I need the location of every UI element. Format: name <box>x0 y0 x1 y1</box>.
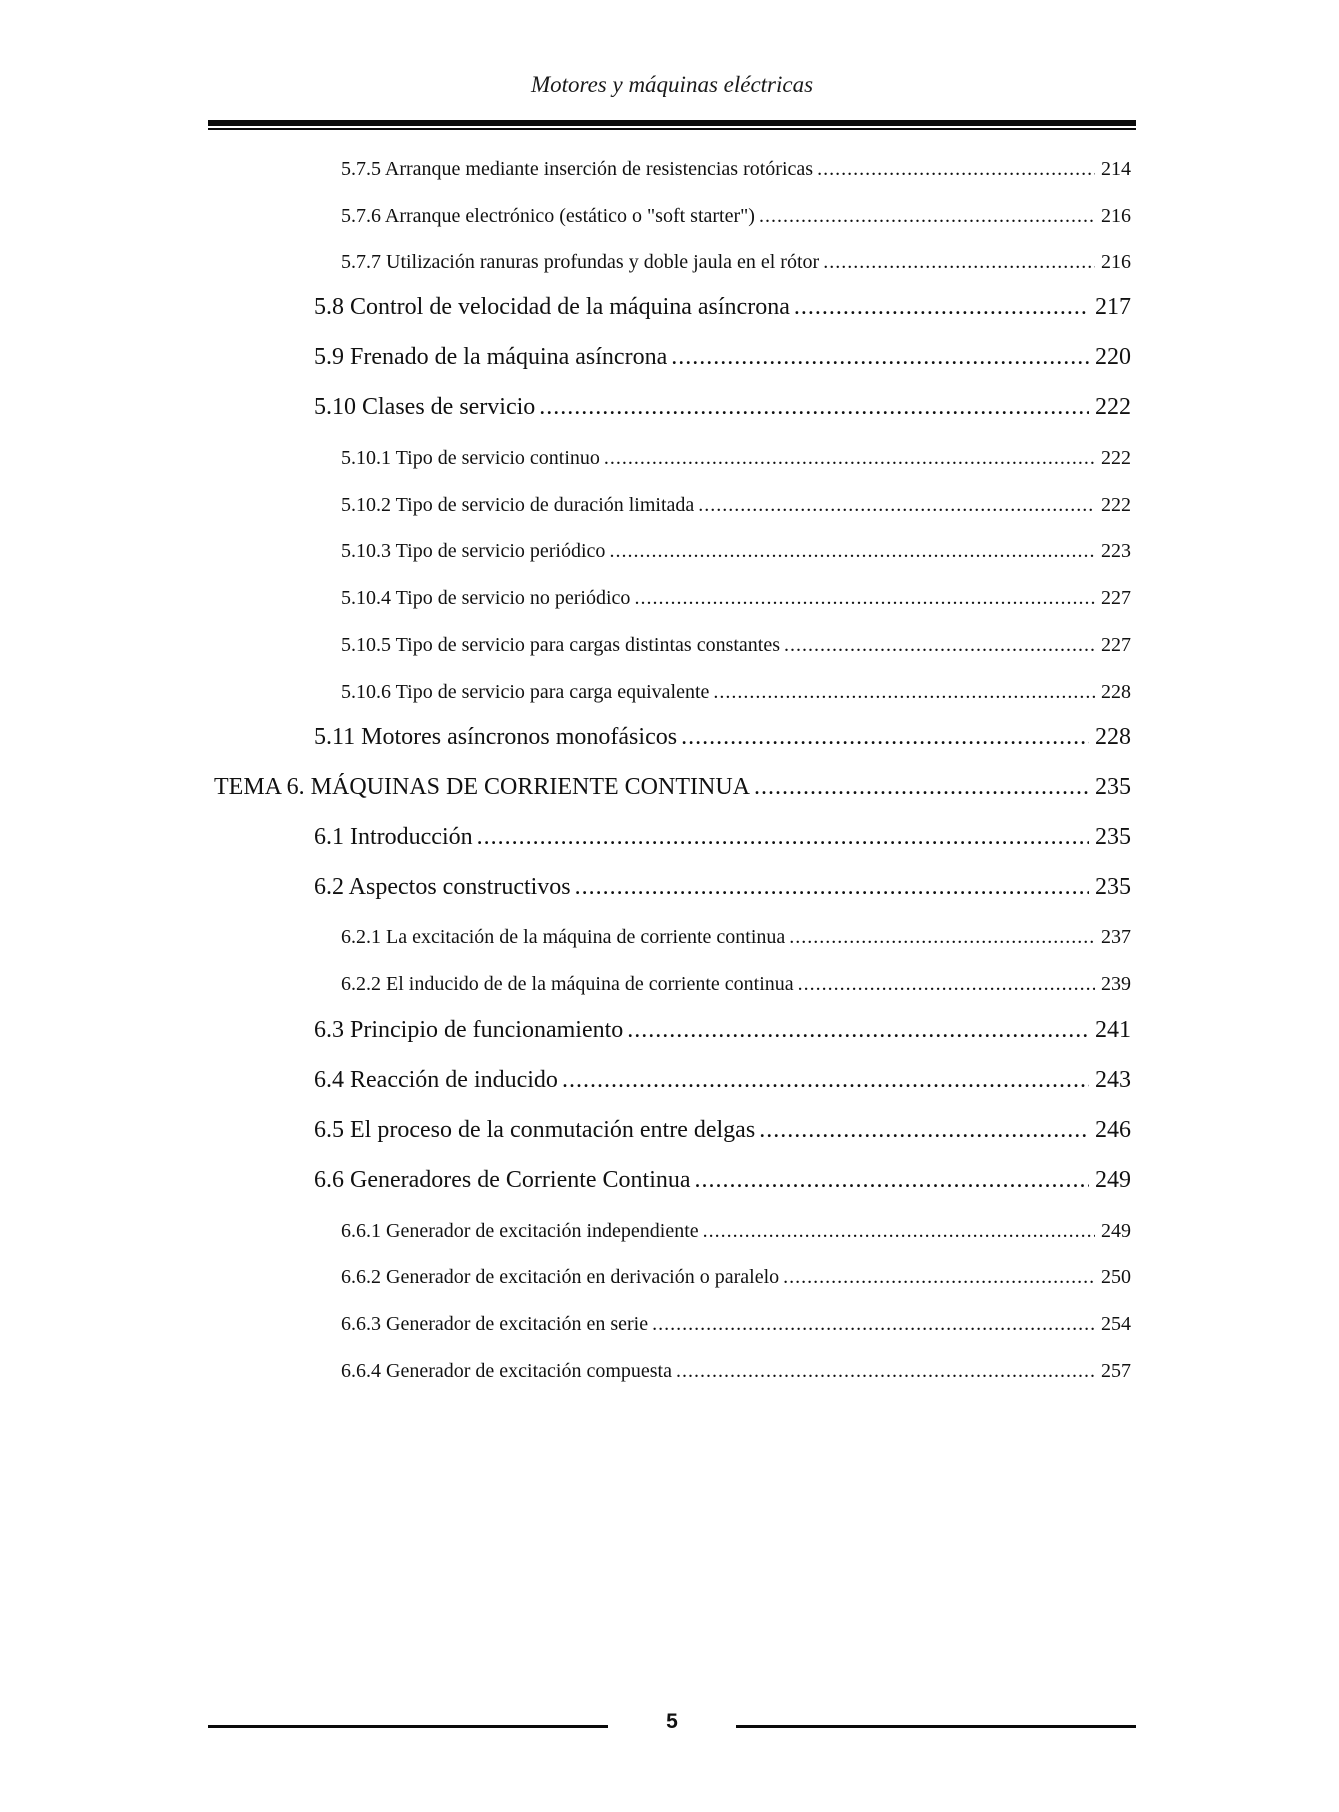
toc-dot-leader <box>634 587 1095 610</box>
toc-entry[interactable] <box>314 1067 1131 1094</box>
toc-entry-page: 220 <box>1095 344 1131 370</box>
toc-entry-page: 223 <box>1101 540 1131 562</box>
toc-entry-page: 239 <box>1101 973 1131 995</box>
toc-entry[interactable] <box>341 926 1131 949</box>
toc-dot-leader <box>681 724 1089 751</box>
toc-entry-page: 237 <box>1101 926 1131 948</box>
toc-entry-page: 228 <box>1095 724 1131 750</box>
toc-entry-label: TEMA 6. MÁQUINAS DE CORRIENTE CONTINUA <box>214 774 750 800</box>
toc-entry-label: 6.6.4 Generador de excitación compuesta <box>341 1360 672 1382</box>
toc-entry-page: 235 <box>1095 774 1131 800</box>
toc-entry-page: 246 <box>1095 1117 1131 1143</box>
toc-entry-label: 6.6.2 Generador de excitación en derivación o paralelo <box>341 1266 780 1288</box>
toc-entry[interactable] <box>314 824 1131 851</box>
toc-entry-label: 6.4 Reacción de inducido <box>314 1067 558 1093</box>
toc-entry-page: 235 <box>1095 824 1131 850</box>
toc-entry[interactable] <box>314 874 1131 901</box>
toc-entry-page: 227 <box>1101 634 1131 656</box>
toc-dot-leader <box>575 874 1089 901</box>
toc-entry-page: 241 <box>1095 1017 1131 1043</box>
toc-entry-page: 227 <box>1101 587 1131 609</box>
toc-entry[interactable] <box>314 344 1131 371</box>
toc-dot-leader <box>703 1220 1095 1243</box>
toc-entry-page: 250 <box>1101 1266 1131 1288</box>
toc-entry[interactable] <box>341 1266 1131 1289</box>
toc-entry-page: 228 <box>1101 681 1131 703</box>
toc-entry-label: 6.3 Principio de funcionamiento <box>314 1017 624 1043</box>
toc-entry[interactable] <box>341 634 1131 657</box>
toc-entry-label: 5.10.1 Tipo de servicio continuo <box>341 447 600 469</box>
toc-entry[interactable] <box>341 158 1131 181</box>
toc-entry-label: 6.5 El proceso de la conmutación entre delgas <box>314 1117 756 1143</box>
toc-entry[interactable] <box>341 447 1131 470</box>
toc-entry-label: 5.9 Frenado de la máquina asíncrona <box>314 344 668 370</box>
toc-entry-page: 222 <box>1095 394 1131 420</box>
footer-rule-right <box>736 1725 1136 1728</box>
toc-entry-page: 235 <box>1095 874 1131 900</box>
toc-entry-page: 222 <box>1101 494 1131 516</box>
toc-entry-label: 6.6.3 Generador de excitación en serie <box>341 1313 649 1335</box>
toc-entry[interactable] <box>314 724 1131 751</box>
toc-entry[interactable] <box>314 1117 1131 1144</box>
toc-entry-label: 6.2.2 El inducido de de la máquina de corriente continua <box>341 973 794 995</box>
toc-entry[interactable] <box>314 294 1131 321</box>
toc-entry-label: 6.6.1 Generador de excitación independiente <box>341 1220 699 1242</box>
toc-entry-page: 249 <box>1095 1167 1131 1193</box>
toc-dot-leader <box>627 1017 1089 1044</box>
toc-entry-label: 5.7.5 Arranque mediante inserción de resistencias rotóricas <box>341 158 814 180</box>
toc-dot-leader <box>609 540 1095 563</box>
toc-entry[interactable] <box>341 681 1131 704</box>
toc-entry-label: 5.10.3 Tipo de servicio periódico <box>341 540 606 562</box>
toc-dot-leader <box>794 294 1089 321</box>
toc-entry-label: 5.8 Control de velocidad de la máquina asíncrona <box>314 294 790 320</box>
toc-entry-page: 216 <box>1101 251 1131 273</box>
toc-entry[interactable] <box>341 251 1131 274</box>
toc-entry[interactable] <box>341 205 1131 228</box>
toc-dot-leader <box>562 1067 1089 1094</box>
toc-entry-label: 5.10.5 Tipo de servicio para cargas distintas constantes <box>341 634 781 656</box>
toc-entry-page: 214 <box>1101 158 1131 180</box>
toc-entry[interactable] <box>341 1220 1131 1243</box>
toc-entry-label: 5.7.7 Utilización ranuras profundas y doble jaula en el rótor <box>341 251 820 273</box>
toc-entry-label: 5.7.6 Arranque electrónico (estático o "soft starter") <box>341 205 755 227</box>
toc-entry-label: 5.10.4 Tipo de servicio no periódico <box>341 587 631 609</box>
toc-entry-label: 5.11 Motores asíncronos monofásicos <box>314 724 678 750</box>
toc-dot-leader <box>759 1117 1089 1144</box>
toc-dot-leader <box>823 251 1095 274</box>
toc-dot-leader <box>798 973 1095 996</box>
toc-dot-leader <box>676 1360 1095 1383</box>
toc-entry[interactable] <box>314 1017 1131 1044</box>
toc-entry[interactable] <box>314 1167 1131 1194</box>
toc-entry-label: 6.6 Generadores de Corriente Continua <box>314 1167 691 1193</box>
toc-dot-leader <box>713 681 1095 704</box>
toc-dot-leader <box>604 447 1095 470</box>
toc-entry-label: 6.2.1 La excitación de la máquina de corriente continua <box>341 926 786 948</box>
toc-dot-leader <box>789 926 1095 949</box>
toc-entry-page: 217 <box>1095 294 1131 320</box>
toc-entry-page: 257 <box>1101 1360 1131 1382</box>
toc-entry-label: 6.1 Introducción <box>314 824 473 850</box>
toc-dot-leader <box>477 824 1089 851</box>
toc-entry[interactable] <box>341 587 1131 610</box>
toc-entry-page: 216 <box>1101 205 1131 227</box>
toc-entry[interactable] <box>341 973 1131 996</box>
toc-entry-page: 243 <box>1095 1067 1131 1093</box>
page-header-title: Motores y máquinas eléctricas <box>530 72 814 97</box>
toc-dot-leader <box>817 158 1095 181</box>
toc-entry-page: 254 <box>1101 1313 1131 1335</box>
toc-dot-leader <box>783 1266 1095 1289</box>
toc-entry-label: 5.10 Clases de servicio <box>314 394 536 420</box>
toc-dot-leader <box>698 494 1095 517</box>
toc-dot-leader <box>695 1167 1089 1194</box>
toc-entry[interactable] <box>341 1313 1131 1336</box>
toc-entry-label: 5.10.6 Tipo de servicio para carga equivalente <box>341 681 710 703</box>
toc-entry[interactable] <box>341 540 1131 563</box>
toc-entry[interactable] <box>214 774 1131 801</box>
toc-entry[interactable] <box>341 494 1131 517</box>
toc-dot-leader <box>539 394 1089 421</box>
toc-dot-leader <box>671 344 1089 371</box>
toc-entry[interactable] <box>341 1360 1131 1383</box>
toc-entry-page: 249 <box>1101 1220 1131 1242</box>
toc-dot-leader <box>759 205 1095 228</box>
toc-entry-label: 6.2 Aspectos constructivos <box>314 874 571 900</box>
footer-rule-left <box>208 1725 608 1728</box>
toc-entry[interactable] <box>314 394 1131 421</box>
toc-dot-leader <box>784 634 1095 657</box>
toc-entry-label: 5.10.2 Tipo de servicio de duración limitada <box>341 494 695 516</box>
toc-dot-leader <box>754 774 1089 801</box>
toc-entry-page: 222 <box>1101 447 1131 469</box>
footer-page-number: 5 <box>666 1710 678 1733</box>
toc-dot-leader <box>652 1313 1095 1336</box>
